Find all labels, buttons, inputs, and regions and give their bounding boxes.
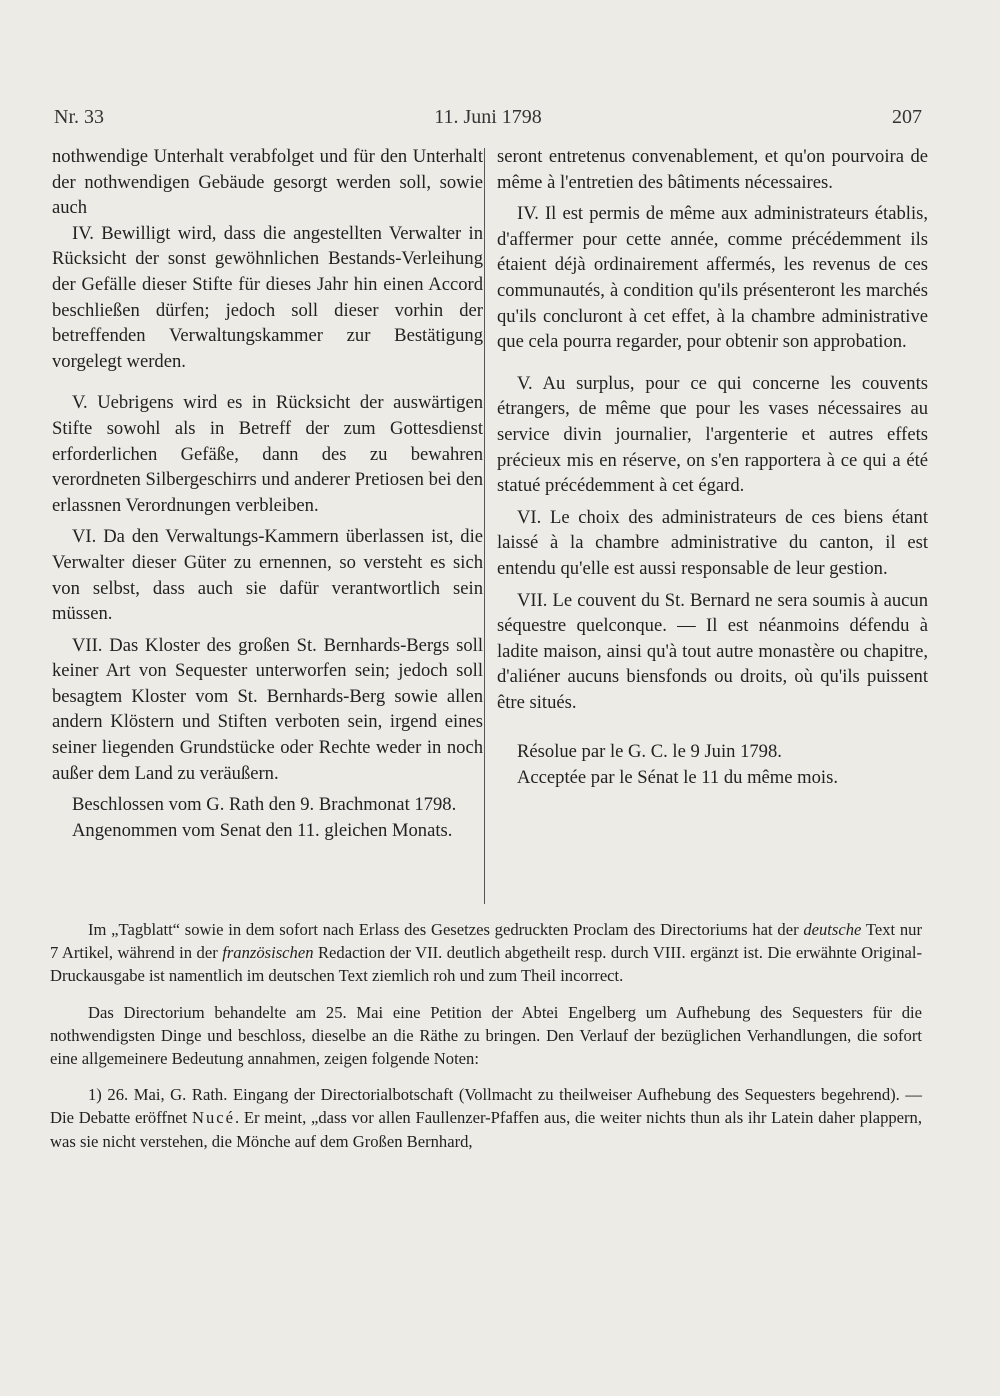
german-article-7: VII. Das Kloster des großen St. Bernhards-Bergs soll keiner Art von Sequester unterworfen sein; jedoch soll besagtem Kloster vom St. Bernhards-Berg sowie allen andern Klöstern und Stiften verboten sein, irgend eines seiner liegenden Grundstücke oder Rechte weder in noch außer dem Land zu veräußern. <box>52 634 483 784</box>
german-paragraph-continuation: nothwendige Unterhalt verabfolget und für den Unterhalt der nothwendigen Gebäude gesorgt werden soll, sowie auch <box>52 146 483 219</box>
footnote-debate-note-1 <box>50 1083 922 1153</box>
page-header <box>54 106 922 134</box>
french-article-6: VI. Le choix des administrateurs de ces biens étant laissé à la chambre administrative du canton, il est entendu qu'elle est aussi responsable de leur gestion. <box>497 506 928 579</box>
german-article-4: IV. Bewilligt wird, dass die angestellten Verwalter in Rücksicht der sonst gewöhnlichen Bestands-Verleihung der Gefälle dieser Stifte für dieses Jahr hin einen Accord beschließen dürfen; jedoch soll dieser vorhin der betreffenden Verwaltungskammer zur Bestätigung vorgelegt werden. <box>52 222 483 372</box>
german-column <box>52 144 483 843</box>
german-signature-resolved: Beschlossen vom G. Rath den 9. Brachmonat 1798. <box>72 794 457 816</box>
french-article-5: V. Au surplus, pour ce qui concerne les couvents étrangers, de même que pour les vases nécessaires au service divin journalier, l'argenterie et autres effets précieux mis en réserve, on s'en rapportera à ce qui a été statué précédemment à cet égard. <box>497 372 928 497</box>
footnotes <box>50 918 922 1153</box>
french-article-4: IV. Il est permis de même aux administrateurs établis, d'affermer pour cette année, comme précédemment ils étaient déjà ordinairement affermés, les revenus de ces communautés, à condition qu'ils présenteront les marchés qu'ils concluront à cet effet, à la chambre administrative que cela pourra regarder, pour obtenir son approbation. <box>497 203 928 353</box>
french-signature-accepted: Acceptée par le Sénat le 11 du même mois. <box>517 767 838 789</box>
footnote-speaker-name: Nucé <box>191 1108 235 1128</box>
german-article-5: V. Uebrigens wird es in Rücksicht der auswärtigen Stifte sowohl als in Betreff der zum Gottesdienst erforderlichen Gefäße, dann des zu bewahren verordneten Silbergeschirrs und anderer Pretiosen bei den erlassnen Verordnungen verbleiben. <box>52 392 483 516</box>
footnote-text-part: 1) 26. Mai, G. Rath. Eingang der Directorialbotschaft (Vollmacht zu theilweiser Aufhebung des Sequesters begehrend). — Die Debatte eröffnet <box>50 1085 922 1128</box>
footnote-directorium: Das Directorium behandelte am 25. Mai eine Petition der Abtei Engelberg um Aufhebung des Sequesters für die nothwendigsten Dinge und beschloss, dieselbe an die Räthe zu bringen. Den Verlauf der bezüglichen Verhandlungen, die sofort eine allgemeinere Bedeutung annahmen, zeigen folgende Noten: <box>50 1002 922 1069</box>
column-divider <box>484 148 485 904</box>
page-number: 207 <box>892 106 922 128</box>
footnote-text-editions <box>50 918 922 988</box>
french-signature-resolved: Résolue par le G. C. le 9 Juin 1798. <box>517 741 782 763</box>
french-column <box>497 144 928 791</box>
french-paragraph-continuation: seront entretenus convenablement, et qu'on pourvoira de même à l'entretien des bâtiments nécessaires. <box>497 146 928 193</box>
header-date: 11. Juni 1798 <box>434 106 542 128</box>
document-number: Nr. 33 <box>54 106 104 128</box>
footnote-text-part: Redaction der VII. deutlich abgetheilt resp. durch VIII. ergänzt ist. Die erwähnte Original-Druckausgabe ist namentlich im deutschen Text ziemlich roh und zum Theil incorrect. <box>50 943 923 986</box>
footnote-text-part: . Er meint, „dass vor allen Faullenzer-Pfaffen aus, die weiter nichts thun als ihr Latein daher plappern, was sie nicht verstehen, die Mönche auf dem Großen Bernhard, <box>50 1108 922 1151</box>
footnote-text-part: Text nur 7 Artikel, während in der <box>50 920 922 963</box>
french-article-7: VII. Le couvent du St. Bernard ne sera soumis à aucun séquestre quelconque. — Il est néanmoins défendu à ladite maison, ainsi qu'à tout autre monastère ou chapitre, d'aliéner aucuns biensfonds ou droits, où qu'ils puissent être situés. <box>497 589 928 713</box>
german-signature-accepted: Angenommen vom Senat den 11. gleichen Monats. <box>72 819 453 841</box>
footnote-text-part: Im „Tagblatt“ sowie in dem sofort nach Erlass des Gesetzes gedruckten Proclam des Directoriums hat der <box>88 920 804 939</box>
german-article-6: VI. Da den Verwaltungs-Kammern überlassen ist, die Verwalter dieser Güter zu ernennen, so versteht es sich von selbst, dass auch sie dafür verantwortlich sein müssen. <box>52 526 483 625</box>
footnote-emphasis-franzoesischen: französischen <box>222 943 314 963</box>
footnote-emphasis-deutsche: deutsche <box>803 920 862 939</box>
